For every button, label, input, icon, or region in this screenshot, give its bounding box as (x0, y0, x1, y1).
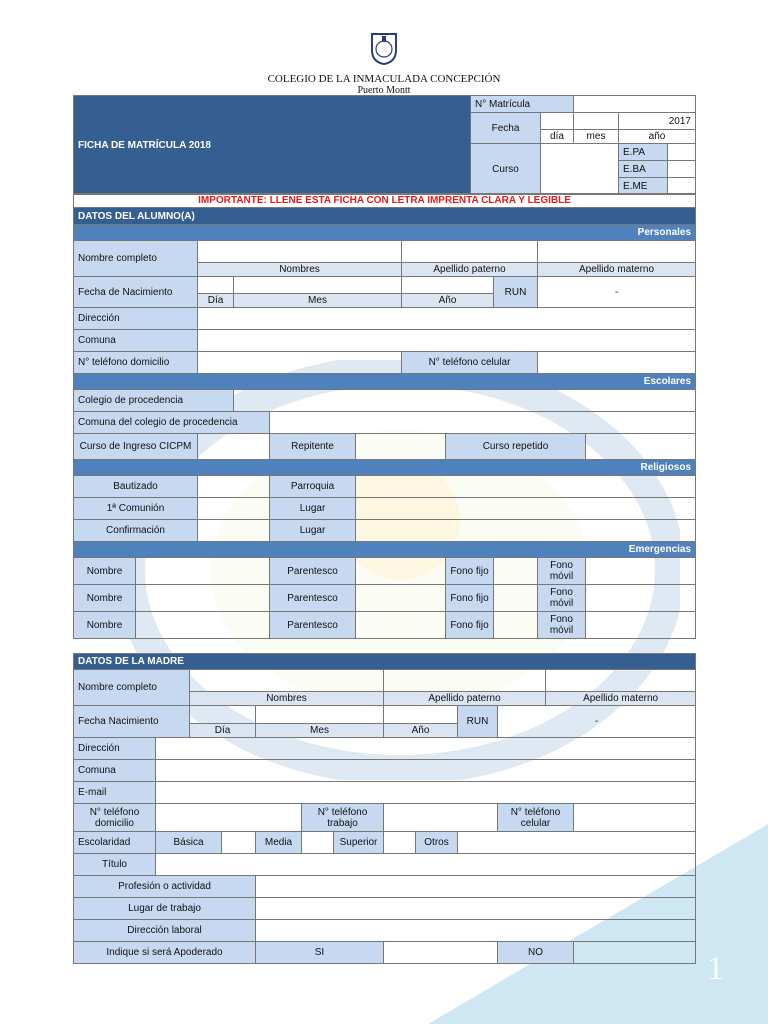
madre-nac-dia-hint: Día (190, 724, 256, 738)
emergencia-fono-movil-field[interactable] (586, 585, 696, 612)
repitente-field[interactable] (356, 434, 446, 460)
fecha-mes-field[interactable] (574, 113, 619, 130)
escolaridad-basica-label: Básica (156, 832, 222, 854)
madre-nac-anio-field[interactable] (384, 706, 458, 724)
emergencia-nombre-label: Nombre (74, 612, 136, 639)
emergencia-nombre-label: Nombre (74, 585, 136, 612)
madre-tel-domicilio-field[interactable] (156, 804, 302, 832)
curso-field[interactable] (541, 144, 619, 195)
apellido-paterno-field[interactable] (402, 241, 538, 263)
comuna-colegio-label: Comuna del colegio de procedencia (74, 412, 270, 434)
madre-tel-domicilio-label: N° teléfono domicilio (74, 804, 156, 832)
madre-nac-mes-field[interactable] (256, 706, 384, 724)
repitente-label: Repitente (270, 434, 356, 460)
emergencia-nombre-field[interactable] (136, 612, 270, 639)
apoderado-no-label: NO (498, 942, 574, 964)
madre-direccion-label: Dirección (74, 738, 156, 760)
comunion-lugar-field[interactable] (356, 498, 696, 520)
emergencia-fono-fijo-field[interactable] (494, 585, 538, 612)
curso-ingreso-field[interactable] (198, 434, 270, 460)
confirmacion-lugar-field[interactable] (356, 520, 696, 542)
emergencias-bar: Emergencias (74, 542, 696, 558)
fecha-dia-hint: día (541, 130, 574, 144)
run-label: RUN (494, 277, 538, 308)
escolares-bar: Escolares (74, 374, 696, 390)
madre-nombres-field[interactable] (190, 670, 384, 692)
telefono-domicilio-field[interactable] (198, 352, 402, 374)
emergencia-fono-fijo-label: Fono fijo (446, 558, 494, 585)
escolaridad-basica-check[interactable] (222, 832, 256, 854)
madre-apellido-paterno-field[interactable] (384, 670, 546, 692)
emergencia-parentesco-field[interactable] (356, 612, 446, 639)
confirmacion-label: Confirmación (74, 520, 198, 542)
emergencia-nombre-field[interactable] (136, 585, 270, 612)
nombre-completo-label: Nombre completo (74, 241, 198, 277)
school-name: COLEGIO DE LA INMACULADA CONCEPCIÓN (267, 73, 501, 85)
madre-comuna-label: Comuna (74, 760, 156, 782)
nac-anio-hint: Año (402, 294, 494, 308)
madre-nombres-hint: Nombres (190, 692, 384, 706)
nac-dia-field[interactable] (198, 277, 234, 294)
madre-apellido-materno-hint: Apellido materno (546, 692, 696, 706)
madre-section-title: DATOS DE LA MADRE (74, 654, 696, 670)
telefono-celular-label: N° teléfono celular (402, 352, 538, 374)
parroquia-field[interactable] (356, 476, 696, 498)
nombres-hint: Nombres (198, 263, 402, 277)
important-notice: IMPORTANTE: LLENE ESTA FICHA CON LETRA IMPRENTA CLARA Y LEGIBLE (74, 194, 696, 208)
emergencia-parentesco-label: Parentesco (270, 612, 356, 639)
madre-apellido-materno-field[interactable] (546, 670, 696, 692)
school-logo-icon (366, 30, 402, 66)
madre-fecha-nacimiento-label: Fecha Nacimiento (74, 706, 190, 738)
matricula-label: N° Matrícula (471, 96, 574, 113)
nac-mes-field[interactable] (234, 277, 402, 294)
escolaridad-media-check[interactable] (302, 832, 334, 854)
curso-ingreso-label: Curso de Ingreso CICPM (74, 434, 198, 460)
fecha-nacimiento-label: Fecha de Nacimiento (74, 277, 198, 308)
apellido-paterno-hint: Apellido paterno (402, 263, 538, 277)
escolaridad-media-label: Media (256, 832, 302, 854)
apellido-materno-hint: Apellido materno (538, 263, 696, 277)
madre-nombre-completo-label: Nombre completo (74, 670, 190, 706)
madre-comuna-field[interactable] (156, 760, 696, 782)
comuna-label: Comuna (74, 330, 198, 352)
direccion-laboral-field[interactable] (256, 920, 696, 942)
emergencia-parentesco-field[interactable] (356, 585, 446, 612)
emergencia-fono-fijo-field[interactable] (494, 612, 538, 639)
nac-dia-hint: Día (198, 294, 234, 308)
fecha-dia-field[interactable] (541, 113, 574, 130)
curso-repetido-field[interactable] (586, 434, 696, 460)
escolaridad-otros-field[interactable] (458, 832, 696, 854)
madre-nac-dia-field[interactable] (190, 706, 256, 724)
madre-email-field[interactable] (156, 782, 696, 804)
madre-tel-trabajo-label: N° teléfono trabajo (302, 804, 384, 832)
nombres-field[interactable] (198, 241, 402, 263)
curso-option-eba: E.BA (619, 161, 668, 178)
matricula-field[interactable] (574, 96, 696, 113)
apoderado-si-label: SI (256, 942, 384, 964)
confirmacion-lugar-label: Lugar (270, 520, 356, 542)
madre-direccion-field[interactable] (156, 738, 696, 760)
emergencia-fono-fijo-label: Fono fijo (446, 585, 494, 612)
emergencia-fono-movil-label: Fono móvil (538, 585, 586, 612)
madre-run-field[interactable]: - (498, 706, 696, 738)
colegio-procedencia-label: Colegio de procedencia (74, 390, 234, 412)
emergencia-nombre-field[interactable] (136, 558, 270, 585)
nac-anio-field[interactable] (402, 277, 494, 294)
escolaridad-superior-check[interactable] (384, 832, 416, 854)
madre-email-label: E-mail (74, 782, 156, 804)
comunion-label: 1ª Comunión (74, 498, 198, 520)
curso-repetido-label: Curso repetido (446, 434, 586, 460)
alumno-section-title: DATOS DEL ALUMNO(A) (74, 208, 696, 225)
religiosos-bar: Religiosos (74, 460, 696, 476)
comuna-colegio-field[interactable] (270, 412, 696, 434)
apoderado-no-check[interactable] (574, 942, 696, 964)
direccion-field[interactable] (198, 308, 696, 330)
school-city: Puerto Montt (357, 85, 411, 96)
telefono-celular-field[interactable] (538, 352, 696, 374)
madre-tel-trabajo-field[interactable] (384, 804, 498, 832)
emergencia-parentesco-field[interactable] (356, 558, 446, 585)
curso-option-epa: E.PA (619, 144, 668, 161)
fecha-year: 2017 (619, 113, 696, 130)
escolaridad-otros-label: Otros (416, 832, 458, 854)
bautizado-label: Bautizado (74, 476, 198, 498)
emergencia-nombre-label: Nombre (74, 558, 136, 585)
header (0, 30, 768, 96)
apoderado-label: Indique si será Apoderado (74, 942, 256, 964)
title-table (73, 95, 696, 195)
escolaridad-superior-label: Superior (334, 832, 384, 854)
comunion-lugar-label: Lugar (270, 498, 356, 520)
emergencia-fono-fijo-label: Fono fijo (446, 612, 494, 639)
bautizado-field[interactable] (198, 476, 270, 498)
fecha-mes-hint: mes (574, 130, 619, 144)
comuna-field[interactable] (198, 330, 696, 352)
nac-mes-hint: Mes (234, 294, 402, 308)
emergencia-parentesco-label: Parentesco (270, 585, 356, 612)
form-title: FICHA DE MATRÍCULA 2018 (74, 96, 471, 195)
page-number: 1 (707, 950, 724, 987)
madre-table (73, 653, 696, 964)
titulo-field[interactable] (156, 854, 696, 876)
madre-nac-mes-hint: Mes (256, 724, 384, 738)
parroquia-label: Parroquia (270, 476, 356, 498)
emergencia-fono-movil-field[interactable] (586, 558, 696, 585)
personales-bar: Personales (74, 225, 696, 241)
madre-nac-anio-hint: Año (384, 724, 458, 738)
fecha-label: Fecha (471, 113, 541, 144)
madre-tel-celular-label: N° teléfono celular (498, 804, 574, 832)
emergencia-fono-movil-label: Fono móvil (538, 612, 586, 639)
madre-tel-celular-field[interactable] (574, 804, 696, 832)
colegio-procedencia-field[interactable] (234, 390, 696, 412)
fecha-anio-hint: año (619, 130, 696, 144)
confirmacion-field[interactable] (198, 520, 270, 542)
curso-label: Curso (471, 144, 541, 195)
curso-check-eba[interactable] (668, 161, 696, 178)
madre-run-label: RUN (458, 706, 498, 738)
emergencia-fono-fijo-field[interactable] (494, 558, 538, 585)
telefono-domicilio-label: N° teléfono domicilio (74, 352, 198, 374)
run-field[interactable]: - (538, 277, 696, 308)
alumno-table (73, 193, 696, 639)
apoderado-si-check[interactable] (384, 942, 498, 964)
profesion-label: Profesión o actividad (74, 876, 256, 898)
direccion-laboral-label: Dirección laboral (74, 920, 256, 942)
direccion-label: Dirección (74, 308, 198, 330)
curso-check-epa[interactable] (668, 144, 696, 161)
emergencia-parentesco-label: Parentesco (270, 558, 356, 585)
lugar-trabajo-label: Lugar de trabajo (74, 898, 256, 920)
escolaridad-label: Escolaridad (74, 832, 156, 854)
profesion-field[interactable] (256, 876, 696, 898)
lugar-trabajo-field[interactable] (256, 898, 696, 920)
emergencia-fono-movil-field[interactable] (586, 612, 696, 639)
curso-check-eme[interactable] (668, 178, 696, 195)
madre-apellido-paterno-hint: Apellido paterno (384, 692, 546, 706)
emergencia-fono-movil-label: Fono móvil (538, 558, 586, 585)
titulo-label: Título (74, 854, 156, 876)
apellido-materno-field[interactable] (538, 241, 696, 263)
curso-option-eme: E.ME (619, 178, 668, 195)
comunion-field[interactable] (198, 498, 270, 520)
